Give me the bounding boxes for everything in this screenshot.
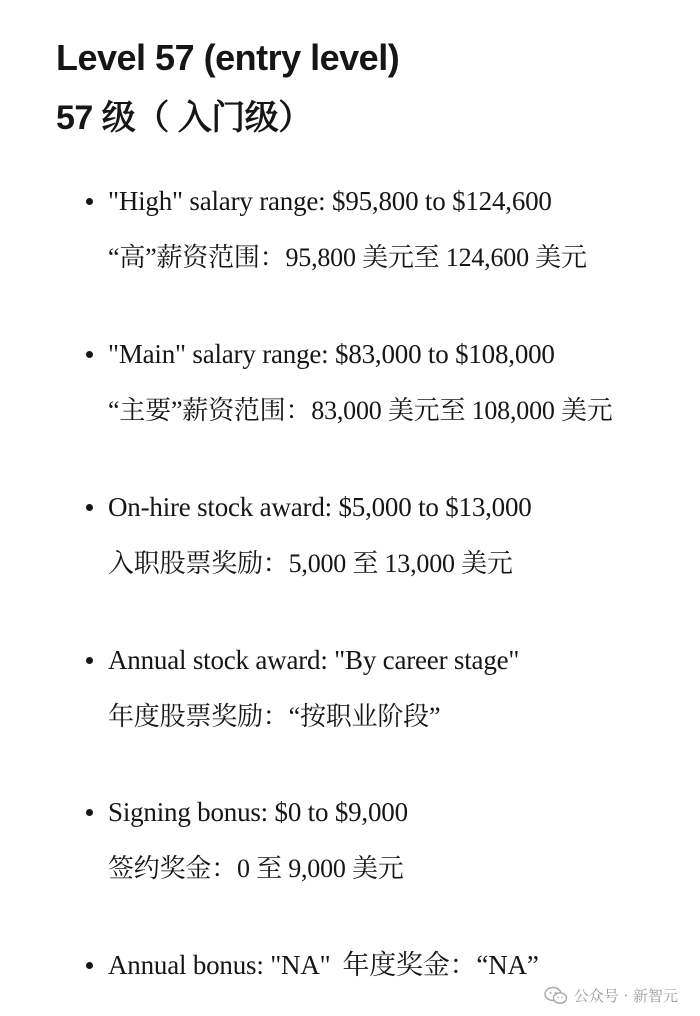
wechat-icon (544, 986, 568, 1006)
watermark-text: 公众号 · 新智元 (573, 987, 678, 1005)
page-title-chinese: 57 级（ 入门级） (56, 99, 312, 137)
watermark (544, 985, 678, 1006)
item-text-en: Annual stock award: "By career stage" (108, 645, 520, 675)
item-text-zh: 签约奖金：0 至 9,000 美元 (108, 854, 404, 883)
item-text-en: Annual bonus: "NA" (108, 950, 331, 980)
item-text-zh: “高”薪资范围：95,800 美元至 124,600 美元 (108, 243, 587, 272)
item-text-en: "High" salary range: $95,800 to $124,600 (108, 186, 552, 216)
item-text-en: Signing bonus: $0 to $9,000 (108, 797, 408, 827)
bullet-icon (86, 962, 93, 969)
bullet-icon (86, 351, 93, 358)
bullet-icon (86, 504, 93, 511)
item-text-combined (108, 948, 539, 982)
item-text-zh: 入职股票奖励：5,000 至 13,000 美元 (108, 549, 513, 578)
page-title: Level 57 (entry level) (56, 37, 400, 78)
item-text-zh: 年度奖金：“NA” (342, 950, 539, 980)
bullet-icon (86, 198, 93, 205)
item-text-en: "Main" salary range: $83,000 to $108,000 (108, 339, 555, 369)
bullet-icon (86, 657, 93, 664)
item-text-zh: “主要”薪资范围：83,000 美元至 108,000 美元 (108, 396, 613, 425)
item-text-zh: 年度股票奖励：“按职业阶段” (108, 702, 441, 731)
item-text-en: On-hire stock award: $5,000 to $13,000 (108, 492, 532, 522)
bullet-icon (86, 809, 93, 816)
